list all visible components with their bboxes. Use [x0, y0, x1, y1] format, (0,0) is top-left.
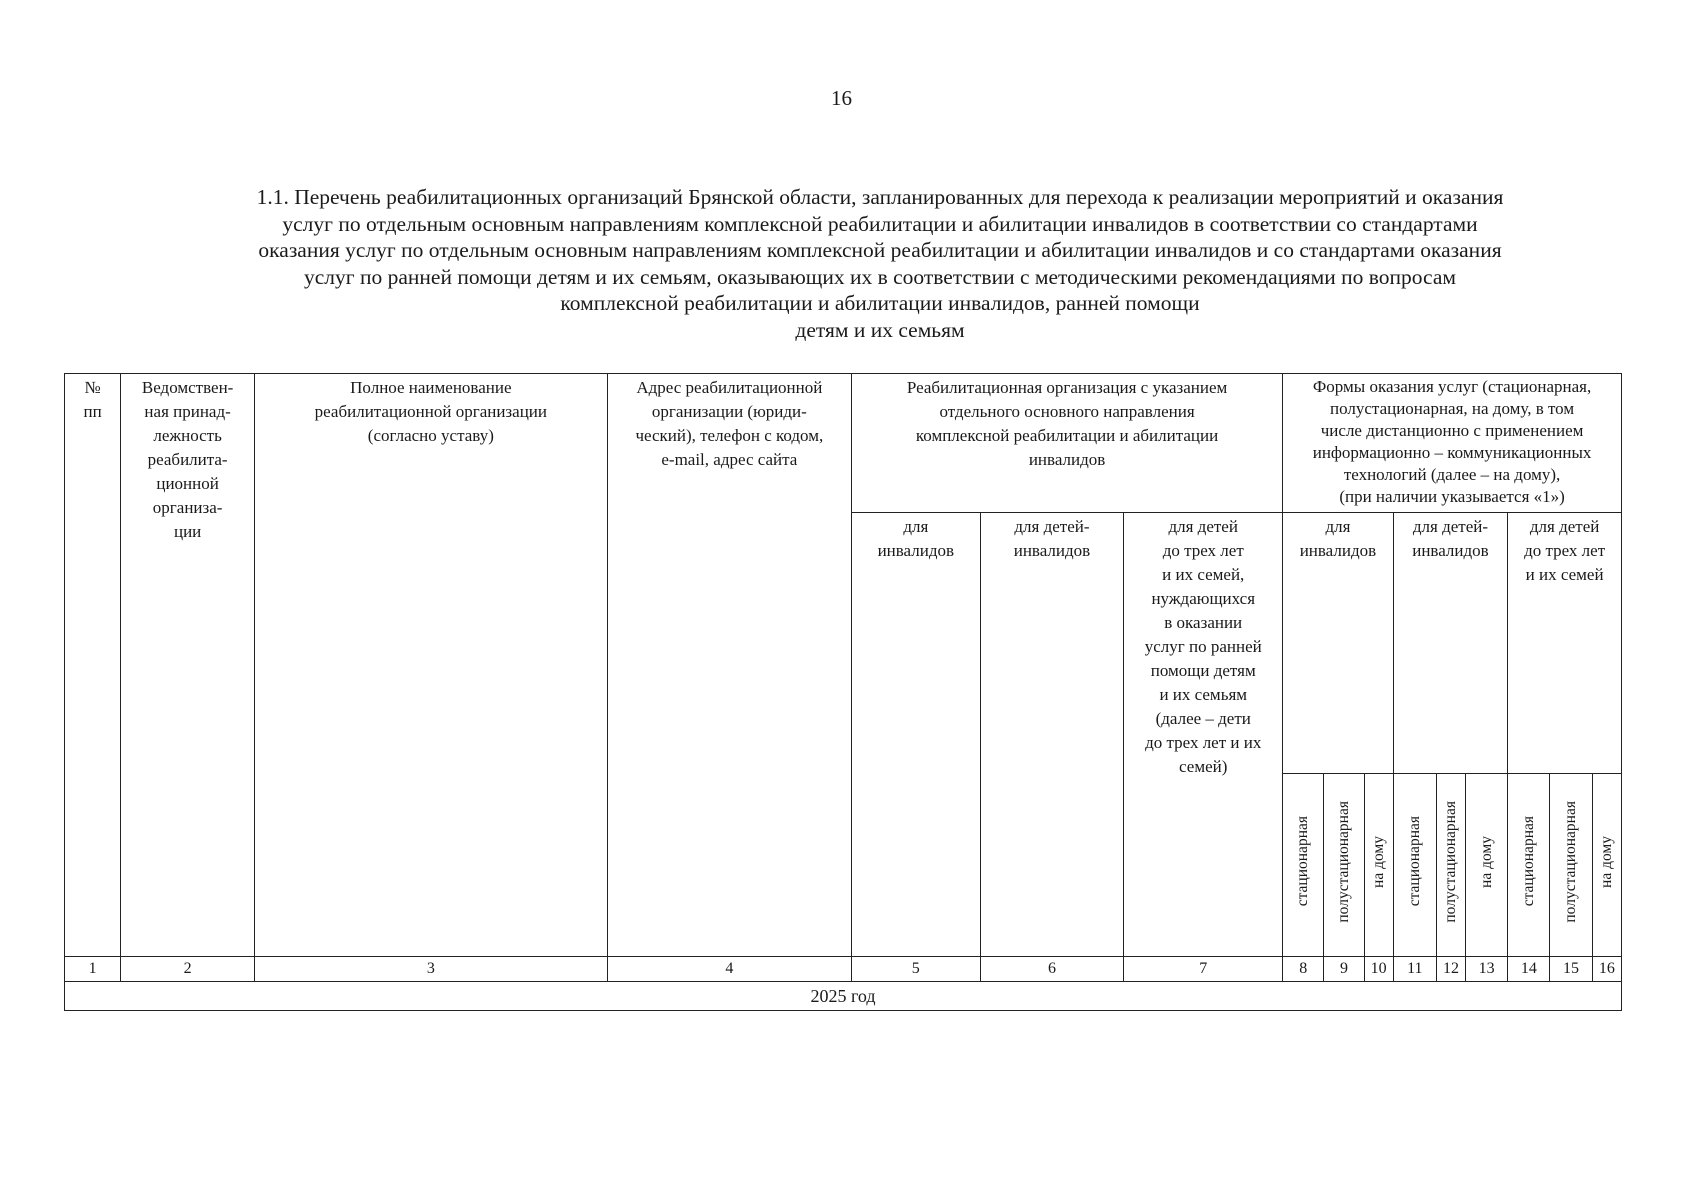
header-text-line: и их семьям [1159, 685, 1248, 704]
page-number: 16 [831, 86, 852, 110]
header-text-line: комплексной реабилитации и абилитации [915, 426, 1219, 445]
heading-line: детям и их семьям [795, 317, 965, 342]
header-text-line: отдельного основного направления [939, 402, 1195, 421]
form-type-stationary [1508, 774, 1550, 957]
header-text-line: инвалидов [1013, 541, 1091, 560]
header-text-line: № [84, 378, 101, 397]
header-text-line: технологий (далее – на дому), [1343, 465, 1561, 484]
heading-line: комплексной реабилитации и абилитации инвалидов, ранней помощи [560, 291, 1200, 315]
header-text-line: (согласно уставу) [367, 426, 494, 445]
form-type-semi-stationary [1550, 774, 1592, 957]
heading-line: услуг по ранней помощи детям и их семьям, оказывающих их в соответствии с методическими рекомендациями по вопросам [304, 264, 1456, 289]
heading-line: услуг по отдельным основным направлениям комплексной реабилитации и абилитации инвалидов в соответствии со стандартами [282, 211, 1478, 236]
header-text-line: лежность [153, 426, 222, 445]
header-text-line: Формы оказания услуг (стационарная, [1312, 377, 1592, 396]
form-type-label: стационарная [1405, 816, 1423, 907]
header-text-line: пп [83, 402, 102, 421]
heading-line: 1.1. Перечень реабилитационных организаций Брянской области, запланированных для перехода к реализации мероприятий и оказания [256, 185, 1504, 209]
column-number: 2 [121, 957, 255, 982]
header-text-line: инвалидов [1028, 450, 1106, 469]
column-number: 6 [980, 957, 1124, 982]
header-rehab-disabled [851, 513, 980, 957]
header-number [65, 374, 121, 957]
form-type-label: на дому [1477, 835, 1495, 888]
form-type-home [1592, 774, 1621, 957]
header-forms-under-three [1508, 513, 1622, 774]
header-text-line: помощи детям [1150, 661, 1256, 680]
form-type-label: стационарная [1519, 816, 1537, 907]
column-number: 9 [1324, 957, 1364, 982]
header-text-line: (далее – дети [1155, 709, 1251, 728]
form-type-label: полустационарная [1334, 800, 1352, 923]
header-text-line: полустационарная, на дому, в том [1330, 399, 1575, 418]
header-text-line: инвалидов [1412, 541, 1489, 560]
header-text-line: реабилитационной организации [314, 402, 547, 421]
form-type-stationary [1393, 774, 1436, 957]
column-number: 14 [1508, 957, 1550, 982]
heading-line: оказания услуг по отдельным основным направлениям комплексной реабилитации и абилитации инвалидов и со стандартами оказания [258, 238, 1502, 262]
form-type-label: на дому [1369, 835, 1387, 888]
header-forms-disabled [1283, 513, 1394, 774]
header-full-name [254, 374, 607, 957]
header-text-line: организа- [152, 498, 223, 517]
document-heading [150, 184, 1610, 343]
column-number: 12 [1436, 957, 1465, 982]
column-number: 7 [1124, 957, 1283, 982]
column-number: 10 [1364, 957, 1393, 982]
form-type-home [1466, 774, 1508, 957]
header-text-line: ционной [156, 474, 219, 493]
header-text-line: для детей [1529, 517, 1600, 536]
header-text-line: Реабилитационная организация с указанием [906, 378, 1228, 397]
column-number: 5 [851, 957, 980, 982]
header-text-line: услуг по ранней [1144, 637, 1262, 656]
header-text-line: для детей- [1412, 517, 1489, 536]
header-text-line: для [903, 517, 929, 536]
header-address [607, 374, 851, 957]
form-type-semi-stationary [1436, 774, 1465, 957]
column-number: 16 [1592, 957, 1621, 982]
header-forms-disabled-children [1393, 513, 1508, 774]
header-text-line: для детей [1168, 517, 1238, 536]
header-text-line: реабилита- [147, 450, 228, 469]
header-text-line: числе дистанционно с применением [1320, 421, 1584, 440]
header-forms-group [1283, 374, 1622, 513]
header-text-line: нуждающихся [1151, 589, 1256, 608]
form-type-label: полустационарная [1441, 800, 1459, 923]
header-text-line: организации (юриди- [651, 402, 807, 421]
column-number: 11 [1393, 957, 1436, 982]
header-text-line: и их семей, [1162, 565, 1245, 584]
header-text-line: инвалидов [1299, 541, 1377, 560]
header-text-line: семей) [1179, 757, 1228, 776]
header-rehab-group [851, 374, 1282, 513]
header-text-line: до трех лет [1524, 541, 1606, 560]
header-text-line: Полное наименование [350, 378, 512, 397]
header-text-line: в оказании [1164, 613, 1243, 632]
header-rehab-disabled-children [980, 513, 1124, 957]
header-text-line: до трех лет [1162, 541, 1244, 560]
header-text-line: Ведомствен- [141, 378, 234, 397]
header-text-line: до трех лет и их [1145, 733, 1262, 752]
header-text-line: (при наличии указывается «1») [1339, 487, 1565, 506]
form-type-home [1364, 774, 1393, 957]
organizations-table [64, 373, 1622, 1011]
form-type-semi-stationary [1324, 774, 1364, 957]
header-text-line: для [1325, 517, 1351, 536]
column-number: 15 [1550, 957, 1592, 982]
form-type-stationary [1283, 774, 1324, 957]
column-number: 1 [65, 957, 121, 982]
header-text-line: ная принад- [144, 402, 231, 421]
header-text-line: для детей- [1014, 517, 1090, 536]
header-text-line: инвалидов [877, 541, 955, 560]
header-rehab-under-three [1124, 513, 1283, 957]
form-type-label: полустационарная [1562, 800, 1580, 923]
form-type-label: стационарная [1294, 816, 1312, 907]
year-row [65, 982, 1622, 1011]
column-number: 8 [1283, 957, 1324, 982]
column-number-row [65, 957, 1622, 982]
header-text-line: Адрес реабилитационной [636, 378, 823, 397]
header-text-line: ции [173, 522, 202, 541]
header-text-line: e-mail, адрес сайта [661, 450, 798, 469]
header-text-line: ческий), телефон с кодом, [635, 426, 824, 445]
header-text-line: информационно – коммуникационных [1312, 443, 1592, 462]
column-number: 3 [254, 957, 607, 982]
column-number: 13 [1466, 957, 1508, 982]
header-department [121, 374, 255, 957]
header-text-line: и их семей [1525, 565, 1604, 584]
form-type-label: на дому [1597, 835, 1615, 888]
year-label: 2025 год [65, 982, 1622, 1011]
column-number: 4 [607, 957, 851, 982]
